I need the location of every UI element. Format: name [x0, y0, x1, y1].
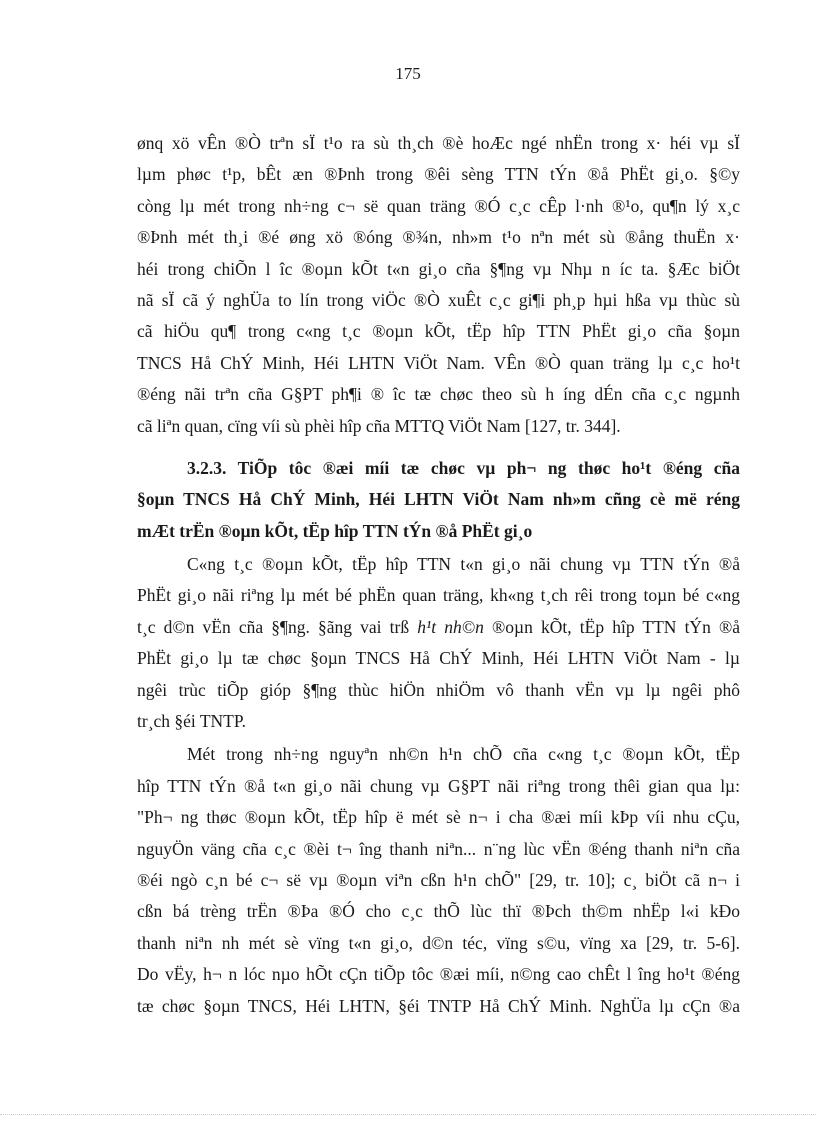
paragraph-3: [137, 739, 740, 1022]
page-number: 175: [395, 64, 421, 83]
text-line: còng lµ mét trong nh÷ng c¬ së quan träng ®Ó c¸c cÊp l·nh ®¹o, qu¶n lý x¸c: [137, 195, 740, 216]
italic-phrase: h¹t nh©n: [417, 616, 484, 637]
text-line: PhËt gi¸o nãi riªng lµ mét bé phËn quan träng, kh«ng t¸ch rêi trong toµn bé c«ng: [137, 585, 740, 606]
text-line: cã liªn quan, cïng víi sù phèi hîp cña MTTQ ViÖt Nam [127, tr. 344].: [137, 415, 621, 436]
text-line: ønq xö vÊn ®Ò trªn sÏ t¹o ra sù th¸ch ®è hoÆc ngé nhËn trong x· héi vµ sÏ: [137, 133, 740, 153]
text-line: Do vËy, h¬ n lóc nµo hÕt cÇn tiÕp tôc ®æi míi, n©ng cao chÊt l îng ho¹t ®éng: [137, 964, 740, 985]
text-line: ®éng nãi trªn cña G§PT ph¶i ® îc tæ chøc theo sù h íng dÉn cña c¸c ngµnh: [137, 384, 740, 405]
text-line: Mét trong nh÷ng nguyªn nh©n h¹n chÕ cña c«ng t¸c ®oµn kÕt, tËp: [187, 744, 740, 765]
text-fragment: t¸c d©n vËn cña §¶ng. §ãng vai trß: [137, 616, 410, 637]
text-line: PhËt gi¸o lµ tæ chøc §oµn TNCS Hå ChÝ Minh, Héi LHTN ViÖt Nam - lµ: [137, 648, 740, 669]
text-line: hîp TTN tÝn ®å t«n gi¸o nãi chung vµ G§PT nãi riªng trong thêi gian qua lµ:: [137, 775, 740, 796]
heading-line: 3.2.3. TiÕp tôc ®æi míi tæ chøc vµ ph¬ ng thøc ho¹t ®éng cña: [187, 457, 740, 478]
text-line: tr¸ch §éi TNTP.: [137, 711, 247, 732]
text-line: "Ph¬ ng thøc ®oµn kÕt, tËp hîp ë mét sè n¬ i cha ®æi míi kÞp víi nhu cÇu,: [137, 807, 740, 828]
text-line: cßn bá trèng trËn ®Þa ®Ó cho c¸c thÕ lùc thï ®Þch th©m nhËp l«i kÐo: [137, 901, 740, 922]
paragraph-2: [137, 549, 740, 737]
text-line: [137, 612, 740, 643]
text-fragment: ®oµn kÕt, tËp hîp TTN tÝn ®å: [483, 616, 741, 637]
page-bottom-rule: [0, 1114, 816, 1115]
text-line: ngêi trùc tiÕp gióp §¶ng thùc hiÖn nhiÖm vô thanh vËn vµ lµ ngêi phô: [137, 679, 740, 700]
text-line: cã hiÖu qu¶ trong c«ng t¸c ®oµn kÕt, tËp hîp TTN PhËt gi¸o cña §oµn: [137, 321, 740, 342]
text-line: tæ chøc §oµn TNCS, Héi LHTN, §éi TNTP Hå ChÝ Minh. NghÜa lµ cÇn ®a: [137, 995, 740, 1016]
text-line: héi trong chiÕn l îc ®oµn kÕt t«n gi¸o cña §¶ng vµ Nhµ n íc ta. §Æc biÖt: [137, 258, 740, 279]
text-line: ®Þnh mét th¸i ®é øng xö ®óng ®¾n, nh»m t¹o nªn mét sù ®ång thuËn x·: [137, 227, 740, 248]
document-body: [137, 128, 740, 1022]
paragraph-1: [137, 128, 740, 442]
text-line: thanh niªn nh mét sè vïng t«n gi¸o, d©n téc, vïng s©u, vïng xa [29, tr. 5-6].: [137, 932, 740, 953]
text-line: nguyÖn väng cña c¸c ®èi t¬ îng thanh niªn... n¨ng lùc vËn ®éng thanh niªn cña: [137, 838, 740, 859]
text-line: ®éi ngò c¸n bé c¬ së vµ ®oµn viªn cßn h¹n chÕ" [29, tr. 10]; c¸ biÖt cã n¬ i: [137, 869, 740, 890]
heading-line: §oµn TNCS Hå ChÝ Minh, Héi LHTN ViÖt Nam nh»m cñng cè më réng: [137, 489, 740, 510]
heading-line: mÆt trËn ®oµn kÕt, tËp hîp TTN tÝn ®å PhËt gi¸o: [137, 520, 533, 541]
text-line: C«ng t¸c ®oµn kÕt, tËp hîp TTN t«n gi¸o nãi chung vµ TTN tÝn ®å: [187, 554, 740, 575]
section-heading: [137, 453, 740, 547]
text-line: nã sÏ cã ý nghÜa to lín trong viÖc ®Ò xuÊt c¸c gi¶i ph¸p hµi hßa vµ thùc sù: [137, 289, 740, 310]
text-line: TNCS Hå ChÝ Minh, Héi LHTN ViÖt Nam. VÊn ®Ò quan träng lµ c¸c ho¹t: [137, 352, 740, 373]
text-line: lµm phøc t¹p, bÊt æn ®Þnh trong ®êi sèng TTN tÝn ®å PhËt gi¸o. §©y: [137, 164, 740, 185]
